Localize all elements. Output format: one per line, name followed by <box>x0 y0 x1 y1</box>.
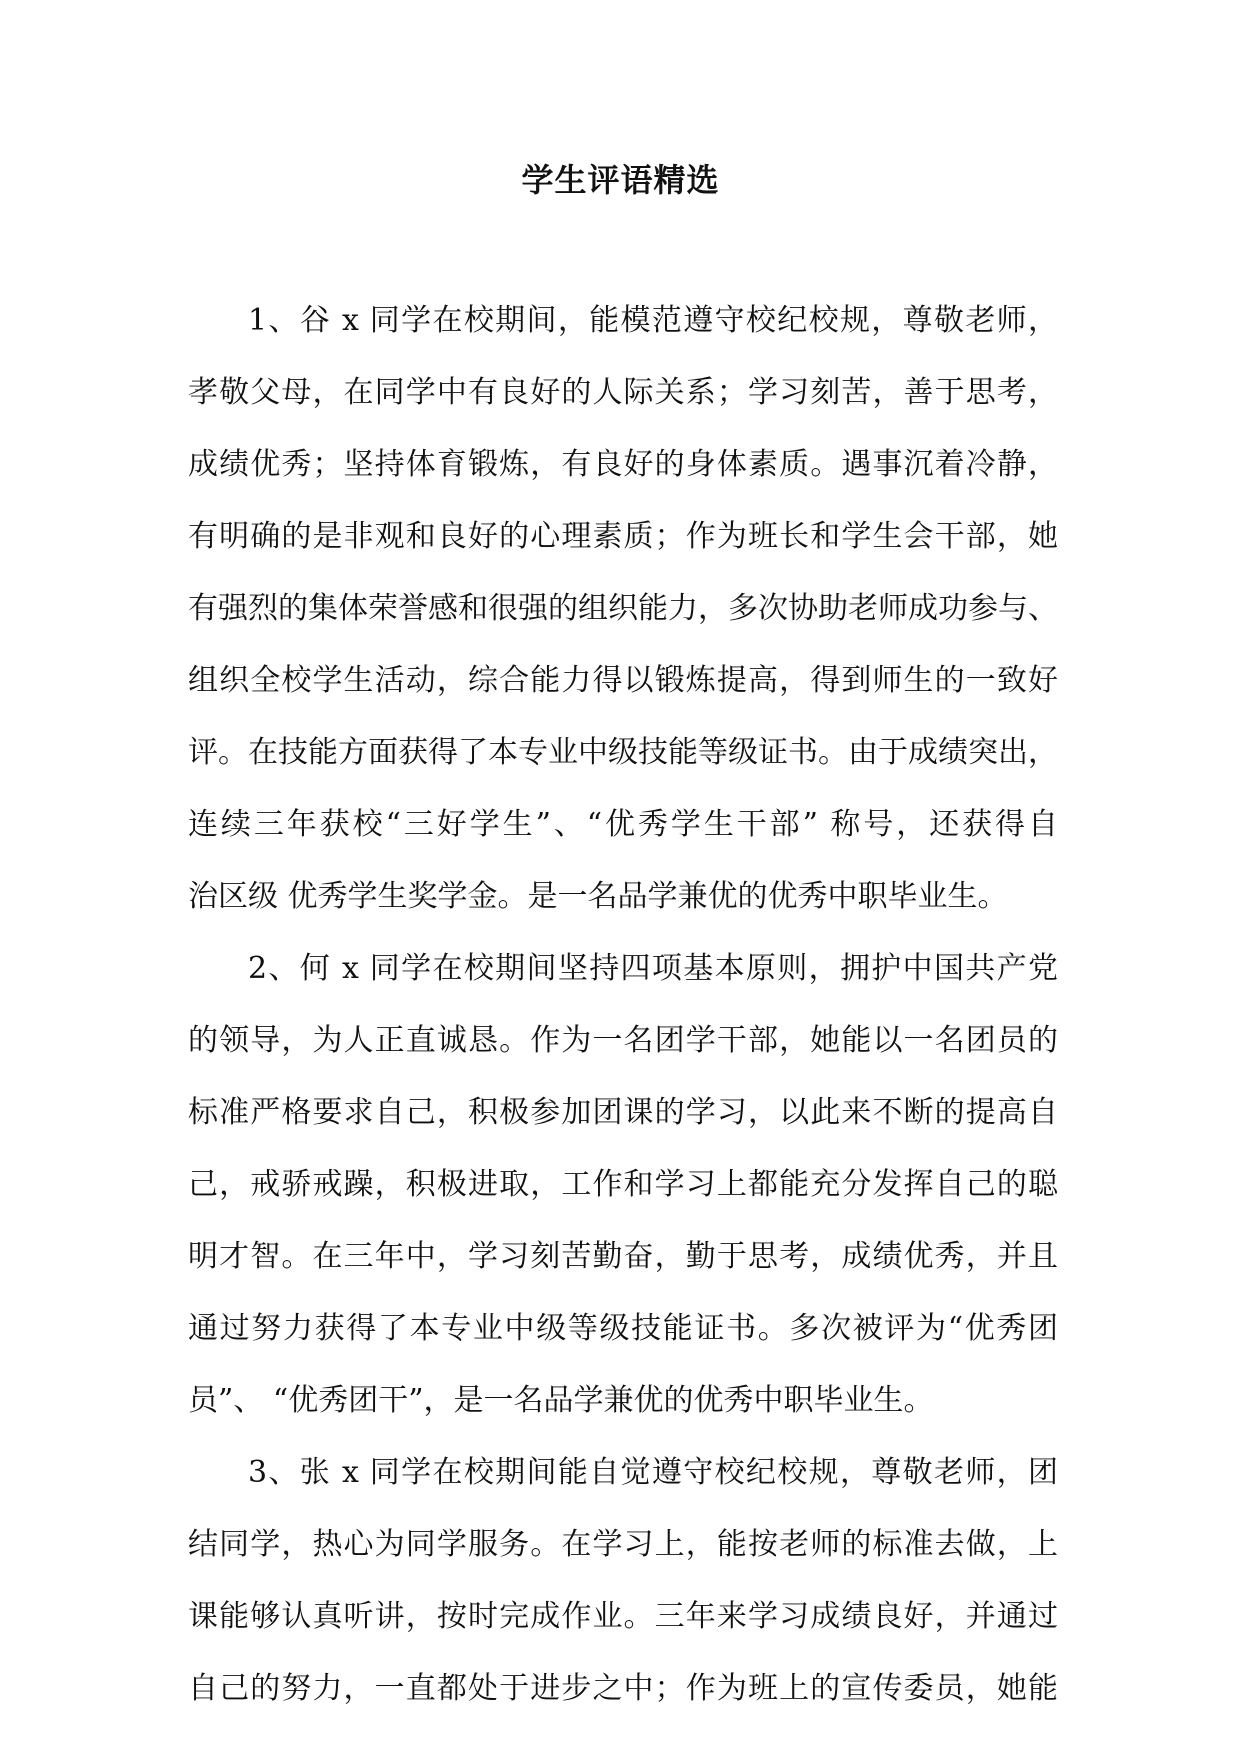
document-body <box>188 285 1058 1725</box>
text-line: 组织全校学生活动，综合能力得以锻炼提高，得到师生的一致好 <box>188 663 1058 698</box>
text-line: 结同学，热心为同学服务。在学习上，能按老师的标准去做，上 <box>188 1527 1058 1562</box>
text-line: 己，戒骄戒躁，积极进取，工作和学习上都能充分发挥自己的聪 <box>188 1167 1058 1202</box>
text-line: 自己的努力，一直都处于进步之中；作为班上的宣传委员，她能 <box>188 1671 1058 1706</box>
paragraph-2 <box>188 933 1058 1437</box>
text-line: 有明确的是非观和良好的心理素质；作为班长和学生会干部，她 <box>188 519 1058 554</box>
text-line: 员”、 “优秀团干”，是一名品学兼优的优秀中职毕业生。 <box>188 1383 934 1418</box>
text-line: 通过努力获得了本专业中级等级技能证书。多次被评为“优秀团 <box>188 1311 1058 1346</box>
document-title: 学生评语精选 <box>521 161 720 199</box>
text-line: 连续三年获校“三好学生”、“优秀学生干部” 称号，还获得自 <box>188 807 1058 842</box>
paragraph-1 <box>188 285 1058 933</box>
text-line: 评。在技能方面获得了本专业中级技能等级证书。由于成绩突出， <box>188 735 1058 770</box>
text-line: 3、张 x 同学在校期间能自觉遵守校纪校规，尊敬老师，团 <box>248 1455 1058 1490</box>
text-line: 2、何 x 同学在校期间坚持四项基本原则，拥护中国共产党 <box>248 951 1058 986</box>
text-line: 标准严格要求自己，积极参加团课的学习，以此来不断的提高自 <box>188 1095 1058 1130</box>
text-line: 治区级 优秀学生奖学金。是一名品学兼优的优秀中职毕业生。 <box>188 879 1008 914</box>
text-line: 有强烈的集体荣誉感和很强的组织能力，多次协助老师成功参与、 <box>188 591 1058 626</box>
paragraph-3 <box>188 1437 1058 1725</box>
text-line: 明才智。在三年中，学习刻苦勤奋，勤于思考，成绩优秀，并且 <box>188 1239 1058 1274</box>
text-line: 的领导，为人正直诚恳。作为一名团学干部，她能以一名团员的 <box>188 1023 1058 1058</box>
text-line: 成绩优秀；坚持体育锻炼，有良好的身体素质。遇事沉着冷静， <box>188 447 1058 482</box>
text-line: 1、谷 x 同学在校期间，能模范遵守校纪校规，尊敬老师， <box>248 303 1058 338</box>
text-line: 课能够认真听讲，按时完成作业。三年来学习成绩良好，并通过 <box>188 1599 1058 1634</box>
text-line: 孝敬父母，在同学中有良好的人际关系；学习刻苦，善于思考， <box>188 375 1058 410</box>
